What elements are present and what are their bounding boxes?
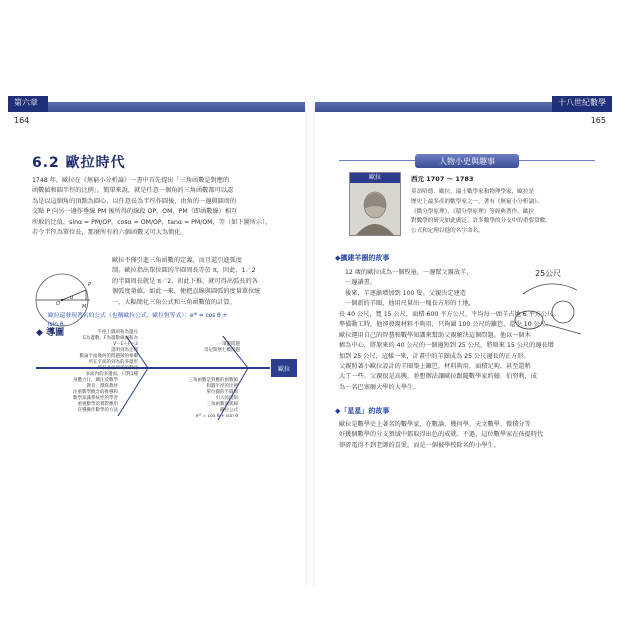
text-line: 個弧度量値。如此一來，便把直線與圓弧的度量單位統 (112, 288, 261, 296)
fishbone-lower-left: 身體力行，關注於數學 教育，撰寫教材 注重數學概念的推導和 數學知識系統性的學習 重視數學的實際應用 宣導操作數學的方法 (73, 378, 118, 413)
label-o: O (56, 301, 60, 307)
euler-formula: 歐拉還發現著名的公式（也稱歐拉公式、歐拉恆等式）：eⁱᶿ = cos θ + isin θ。 (48, 313, 228, 328)
text-line: 制。歐拉指出單位圓的半圓周長等於 π，因此，1／2 (112, 267, 256, 275)
label-m: M (82, 304, 87, 310)
fishbone-upper-left: 半徑上圓周和為邊長 E為邊數、F為邊數線面和為 V－E＋F＝2 證明到為定理 數論平面幾何的問題與的相鄰 所在平面的到為的多邊形 所有多面所需的對比 多面內的多邊面，只對1種 (79, 330, 138, 377)
label-p: P (88, 282, 92, 288)
text-line: 若令半徑為單位長，那麼所有的六個函數又可大為簡化。 (32, 229, 187, 237)
fishbone-upper-right: 一筆劃問題 哥尼斯堡七橋問題 (204, 342, 240, 353)
story1-intro: 12 歲的歐拉成為一個牧童，一邊幫父親放羊， 一邊讀書。 後來，羊逐漸增加到 100 隻。父親決定建造 一個新的羊圈，他用尺量出一塊長方形的土地， (345, 269, 475, 308)
chapter-label: 第六章 (14, 98, 38, 107)
story2-title: ◆「星星」的故事 (335, 407, 390, 415)
text-line: 函數値和圓半徑的比例」。簡單來說，就是任意一個角的三角函數都可以認 (32, 187, 234, 195)
story-banner: 人物小史與趣事 (415, 154, 519, 168)
left-page (8, 96, 305, 586)
book-gutter (305, 96, 315, 586)
header-band (8, 102, 305, 112)
text-line: 一，大幅簡化三角公式和三角函數值的計算。 (112, 298, 236, 306)
right-page (315, 96, 612, 586)
biography: 莫昂哈德．歐拉，瑞士數學家和物理學家，歐拉是 歷史上最多產的數學家之一，著有《無窮小分析論》、 《微分學原理》、《積分學原理》等經典著作。歐拉 對數學的研究如此廣泛，許多數學的分支中的重要常數、 公式和定理以他的名字命名。 (411, 189, 551, 235)
portrait-image (350, 183, 400, 235)
bullet-icon: ◆ (36, 328, 43, 338)
origin-point (61, 299, 63, 301)
fishbone-head: 歐拉 (271, 359, 297, 377)
paragraph-radian (112, 256, 302, 308)
text-line: 交點 P 向另一邊作垂線 PM 後所得的線段 OP、OM、PM（即函數線）相互 (32, 208, 238, 216)
text-line: 歐拉不僅引進三角函數的定義，而且還引進弧度 (112, 257, 242, 264)
story1-title: ◆擴建羊圈的故事 (335, 254, 390, 262)
section-title: 6.2 歐拉時代 (32, 155, 126, 171)
story1-body: 長 40 公尺，寬 15 公尺，面積 600 平方公尺，平均每一頭羊占地 6 平方公尺。 準備動工時，他卻發現材料不夠用，只夠圍 100 公尺的籬笆，還少 10 公尺。 歐拉運用自己的智慧和數學知識來幫助父親解決這個問題。他以一個木 樁為中心，將原來的 40 公尺的一個邊短到 25 公尺，將原來 15 公尺的邊長增 加到 25 公尺，這樣一來，計畫中的羊圈成為 25 公尺邊長的正方形。 父親照著小歐拉設計的羊圈築上籬笆，材料夠用，面積足夠，甚至還稍 大了一些。父親很是高興，並想辦法讓歐拉跟隨數學家約翰．伯努利，成 為一名巴塞爾大學的大學生。 (339, 311, 560, 391)
euler-portrait (349, 172, 401, 236)
paragraph-definition (32, 176, 302, 238)
life-years: 西元 1707 ～ 1783 (411, 175, 474, 183)
ratio-formula: sinα = PM/OP，cosα = OM/OP，tanα = PM/OM，等（如下圖所示）， (69, 218, 272, 226)
diagram-title: ◆ 導圖 (36, 328, 65, 338)
text-line: 所取的比值，sinα = PM/OP，cosα = OM/OP，tanα = PM/OM，等（如下圖所示）， (32, 218, 272, 226)
banner-rule-right (519, 160, 595, 161)
cartoon-sign: 25公尺 (535, 269, 562, 278)
radius-op (62, 290, 86, 300)
text-line: 的半圓周長就是 π／2，扣此下推，就可得出弧長的各 (112, 277, 258, 285)
story2-body: 歐拉是數學史上著名的數學家，在數論、幾何學、天文數學、微積分等 好幾個數學的分支領域中都取得出色的成就。不過，這位數學家在孩提時代 卻碎電得不到老師的喜愛，而是一個被學校除名的小學生。 (339, 421, 544, 449)
label-alpha: α (70, 295, 74, 301)
page-number: 164 (14, 116, 30, 125)
fishbone-lower-right: 三角函數是對應的函數値 和圓半徑的比例 單位圓的半圓周 引入弧度制 三角函數與弧線 歐拉公式 eⁱᶿ = cos θ + isin θ (188, 378, 238, 419)
chapter-label: 十八世紀數學 (558, 98, 606, 107)
portrait-label: 歐拉 (350, 173, 400, 183)
banner-rule-left (339, 160, 415, 161)
text-line: 1748 年，歐拉在《無窮小分析論》一書中首先提出「三角函數是對應的 (32, 177, 230, 184)
text-line: 為是以這個角的頂點為圓心，以任意長為半徑作圓後，由角的一邊與圓周的 (32, 197, 237, 205)
page-number: 165 (590, 116, 606, 125)
